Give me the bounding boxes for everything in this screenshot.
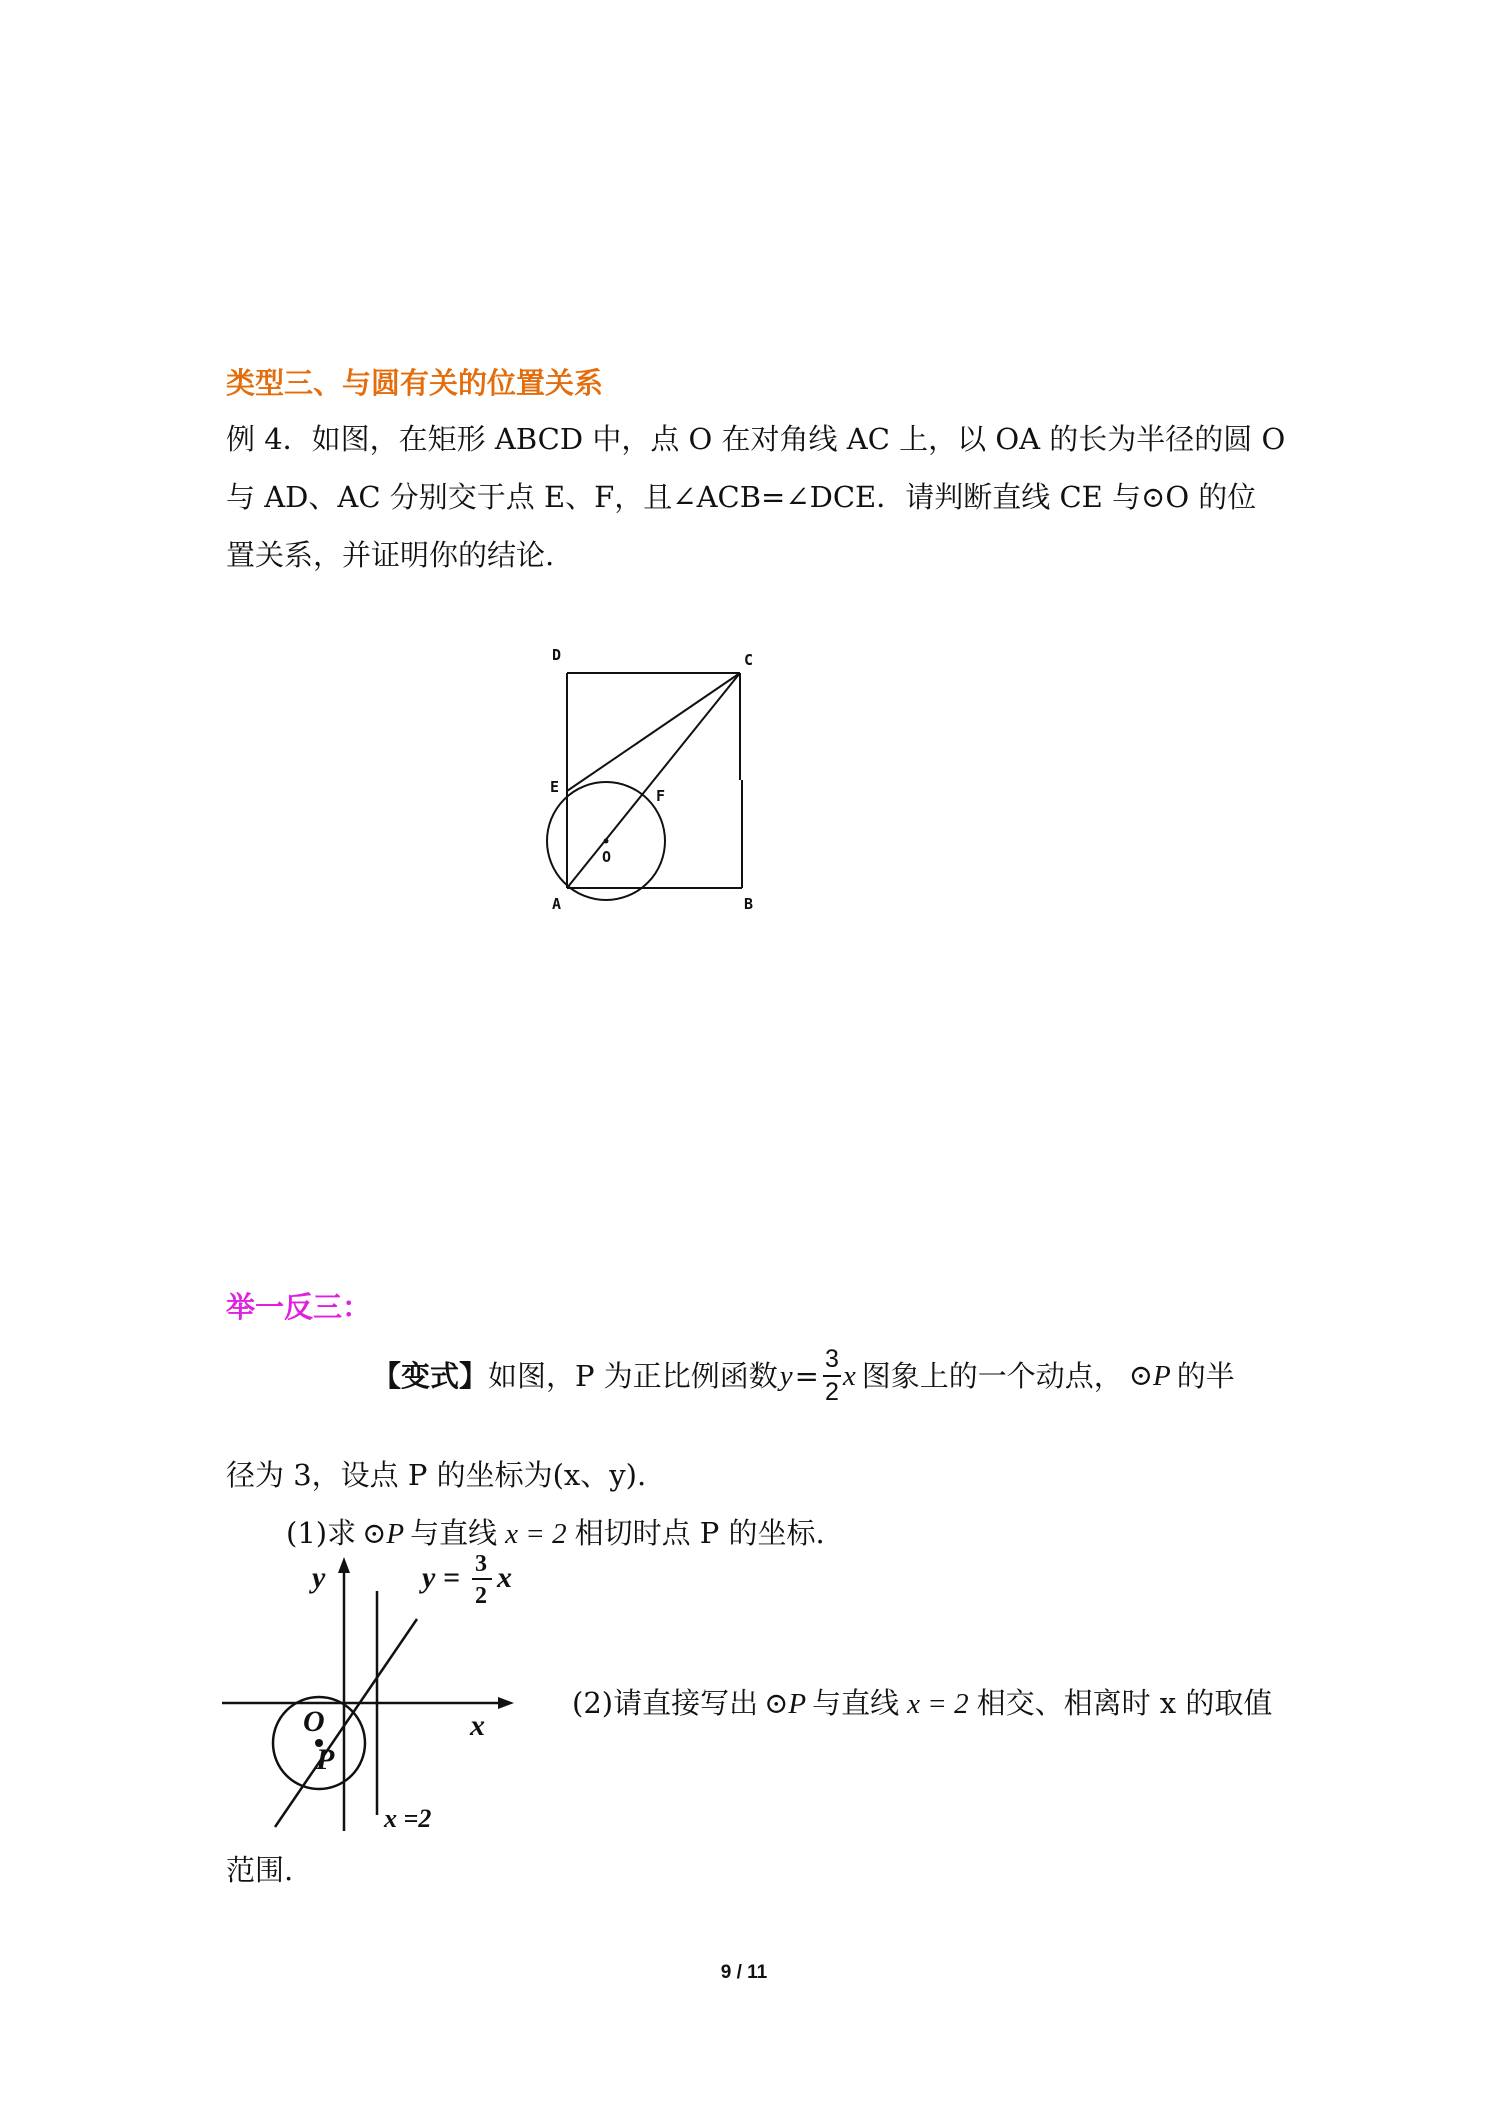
q2-post: 相交、相离时 x 的取值 [976, 1686, 1273, 1720]
question-1 [286, 1516, 825, 1550]
q1-mid: 与直线 [410, 1516, 498, 1550]
segment-ce [567, 673, 740, 791]
line-y-3-2-x [275, 1619, 417, 1827]
variant-text-end: 的半 [1176, 1358, 1235, 1393]
point-p-label: P [316, 1743, 335, 1776]
example-line-2: 与 AD、AC 分别交于点 E、F，且∠ACB=∠DCE．请判断直线 CE 与⊙O 的位 [226, 480, 1257, 514]
coordinate-graph [222, 1555, 532, 1833]
q1-circle: ⊙P [362, 1518, 405, 1550]
center-o-dot [604, 839, 609, 844]
x-axis-label: x [470, 1709, 485, 1742]
func-x: x [842, 1359, 856, 1392]
variant-line-1 [372, 1347, 1235, 1405]
q2-circle: ⊙P [764, 1688, 807, 1720]
y-axis-label: y [312, 1561, 326, 1594]
label-d: D [552, 646, 562, 664]
variant-text-post: 图象上的一个动点， [861, 1358, 1123, 1393]
line-label-x: x [497, 1561, 512, 1594]
q1-post: 相切时点 P 的坐标. [574, 1516, 825, 1550]
func-eq: = [794, 1358, 819, 1393]
label-o: O [602, 848, 612, 866]
example-line-3: 置关系，并证明你的结论. [226, 538, 555, 572]
q1-pre: (1)求 [286, 1516, 357, 1550]
label-e: E [550, 778, 560, 796]
variant-tag: 【变式】 [372, 1358, 489, 1393]
question-2 [572, 1686, 1273, 1720]
label-a: A [552, 895, 562, 913]
section-heading: 类型三、与圆有关的位置关系 [226, 366, 604, 400]
label-b: B [744, 895, 754, 913]
frac-den: 2 [824, 1378, 839, 1406]
frac-num: 3 [823, 1347, 841, 1377]
line-label-num: 3 [475, 1555, 487, 1577]
y-axis-arrow [338, 1557, 350, 1573]
label-c: C [744, 651, 754, 669]
origin-label: O [303, 1705, 325, 1738]
question-2-end: 范围. [226, 1853, 294, 1887]
page-number: 9 / 11 [720, 1962, 768, 1983]
geometry-figure [530, 640, 780, 920]
example-line-1: 例 4．如图，在矩形 ABCD 中，点 O 在对角线 AC 上，以 OA 的长为半径的圆 O [226, 422, 1286, 456]
vline-label: x =2 [384, 1804, 432, 1833]
diagonal-ac [567, 673, 740, 888]
x-axis-arrow [498, 1697, 514, 1709]
line-label-den: 2 [475, 1583, 487, 1609]
q1-eq: x = 2 [505, 1518, 567, 1550]
line-label-pre: y = [422, 1561, 460, 1594]
q2-mid: 与直线 [812, 1686, 900, 1720]
variant-line-2: 径为 3，设点 P 的坐标为(x、y). [226, 1458, 647, 1492]
q2-eq: x = 2 [907, 1688, 969, 1720]
func-fraction [823, 1347, 841, 1405]
practice-heading: 举一反三： [226, 1290, 372, 1324]
func-y: y [779, 1359, 793, 1392]
circle-p-symbol: ⊙P [1128, 1359, 1171, 1392]
variant-text-pre: 如图，P 为正比例函数 [488, 1358, 778, 1393]
q2-pre: (2)请直接写出 [572, 1686, 759, 1720]
label-f: F [656, 787, 666, 805]
